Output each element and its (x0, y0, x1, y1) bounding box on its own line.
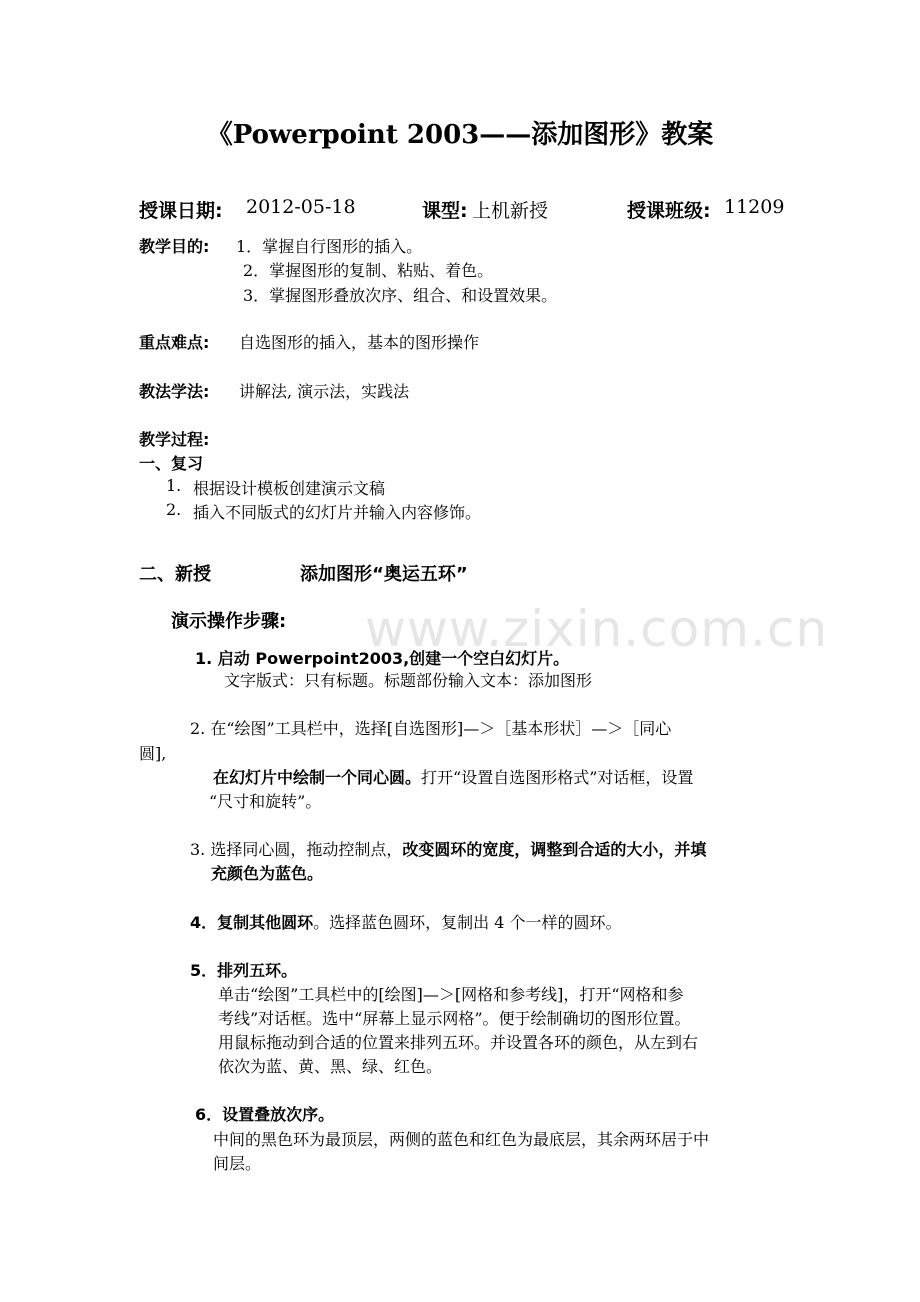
review-num-1: 1. (166, 476, 182, 495)
step4-rest: 。选择蓝色圆环，复制出 4 个一样的圆环。 (313, 913, 622, 932)
step3-line1-b: 改变圆环的宽度，调整到合适的大小，并填 (402, 840, 707, 859)
step5-line-1: 单击“绘图”工具栏中的[绘图]—＞[网格和参考线]，打开“网格和参 (218, 985, 684, 1004)
objective-item-3: 3．掌握图形叠放次序、组合、和设置效果。 (243, 286, 558, 305)
type-value: 上机新授 (472, 200, 549, 222)
review-num-2: 2. (166, 500, 182, 519)
new-heading: 二、新授 (139, 564, 211, 585)
step2-line3-bold: 在幻灯片中绘制一个同心圆。 (213, 768, 422, 787)
step3-line1 (190, 837, 706, 860)
step1-desc: 文字版式：只有标题。标题部份输入文本：添加图形 (224, 671, 593, 690)
watermark: www.zixin.com.cn (365, 600, 829, 658)
objective-item-2: 2．掌握图形的复制、粘贴、着色。 (243, 261, 494, 280)
process-label: 教学过程: (139, 430, 210, 449)
step1-title: 1. 启动 Powerpoint2003,创建一个空白幻灯片。 (195, 649, 570, 668)
step4-line (190, 910, 622, 933)
methods-label: 教法学法: (139, 382, 210, 401)
new-subject: 添加图形“奥运五环” (300, 564, 468, 585)
page-title: 《Powerpoint 2003——添加图形》教案 (206, 120, 714, 150)
review-heading: 一、复习 (139, 454, 204, 473)
keypoints-value: 自选图形的插入，基本的图形操作 (239, 333, 480, 352)
date-value: 2012-05-18 (246, 196, 356, 218)
methods-value: 讲解法, 演示法，实践法 (239, 382, 410, 401)
date-label: 授课日期: (139, 200, 223, 222)
step4-bold: 4．复制其他圆环 (190, 913, 314, 932)
demo-heading: 演示操作步骤: (171, 611, 287, 632)
step5-title: 5．排列五环。 (190, 961, 298, 980)
step5-line-2: 考线”对话框。选中“屏幕上显示网格”。便于绘制确切的图形位置。 (218, 1009, 691, 1028)
objectives-label: 教学目的: (139, 237, 210, 256)
keypoints-label: 重点难点: (139, 333, 210, 352)
step2-line4: “尺寸和旋转”。 (209, 792, 322, 811)
step5-line-3: 用鼠标拖动到合适的位置来排列五环。并设置各环的颜色，从左到右 (218, 1033, 699, 1052)
class-label: 授课班级: (627, 200, 711, 222)
objective-item-1: 1．掌握自行图形的插入。 (236, 237, 423, 256)
step3-line2: 充颜色为蓝色。 (211, 864, 324, 883)
step2-line1: 2. 在“绘图”工具栏中，选择[自选图形]—＞［基本形状］—＞［同心 (190, 719, 672, 738)
step2-line3-rest: 打开“设置自选图形格式”对话框，设置 (421, 768, 694, 787)
class-value: 11209 (724, 196, 785, 218)
step6-line-1: 中间的黑色环为最顶层，两侧的蓝色和红色为最底层，其余两环居于中 (213, 1130, 710, 1149)
step5-line-4: 依次为蓝、黄、黑、绿、红色。 (218, 1057, 443, 1076)
step2-line3 (213, 765, 693, 788)
step6-title: 6．设置叠放次序。 (195, 1105, 335, 1124)
review-item-2: 插入不同版式的幻灯片并输入内容修饰。 (193, 503, 482, 522)
step2-line2: 圆], (139, 744, 167, 763)
review-item-1: 根据设计模板创建演示文稿 (193, 479, 386, 498)
type-label: 课型: (422, 200, 468, 222)
step3-line1-a: 3. 选择同心圆，拖动控制点， (190, 840, 403, 859)
step6-line-2: 间层。 (213, 1154, 262, 1173)
